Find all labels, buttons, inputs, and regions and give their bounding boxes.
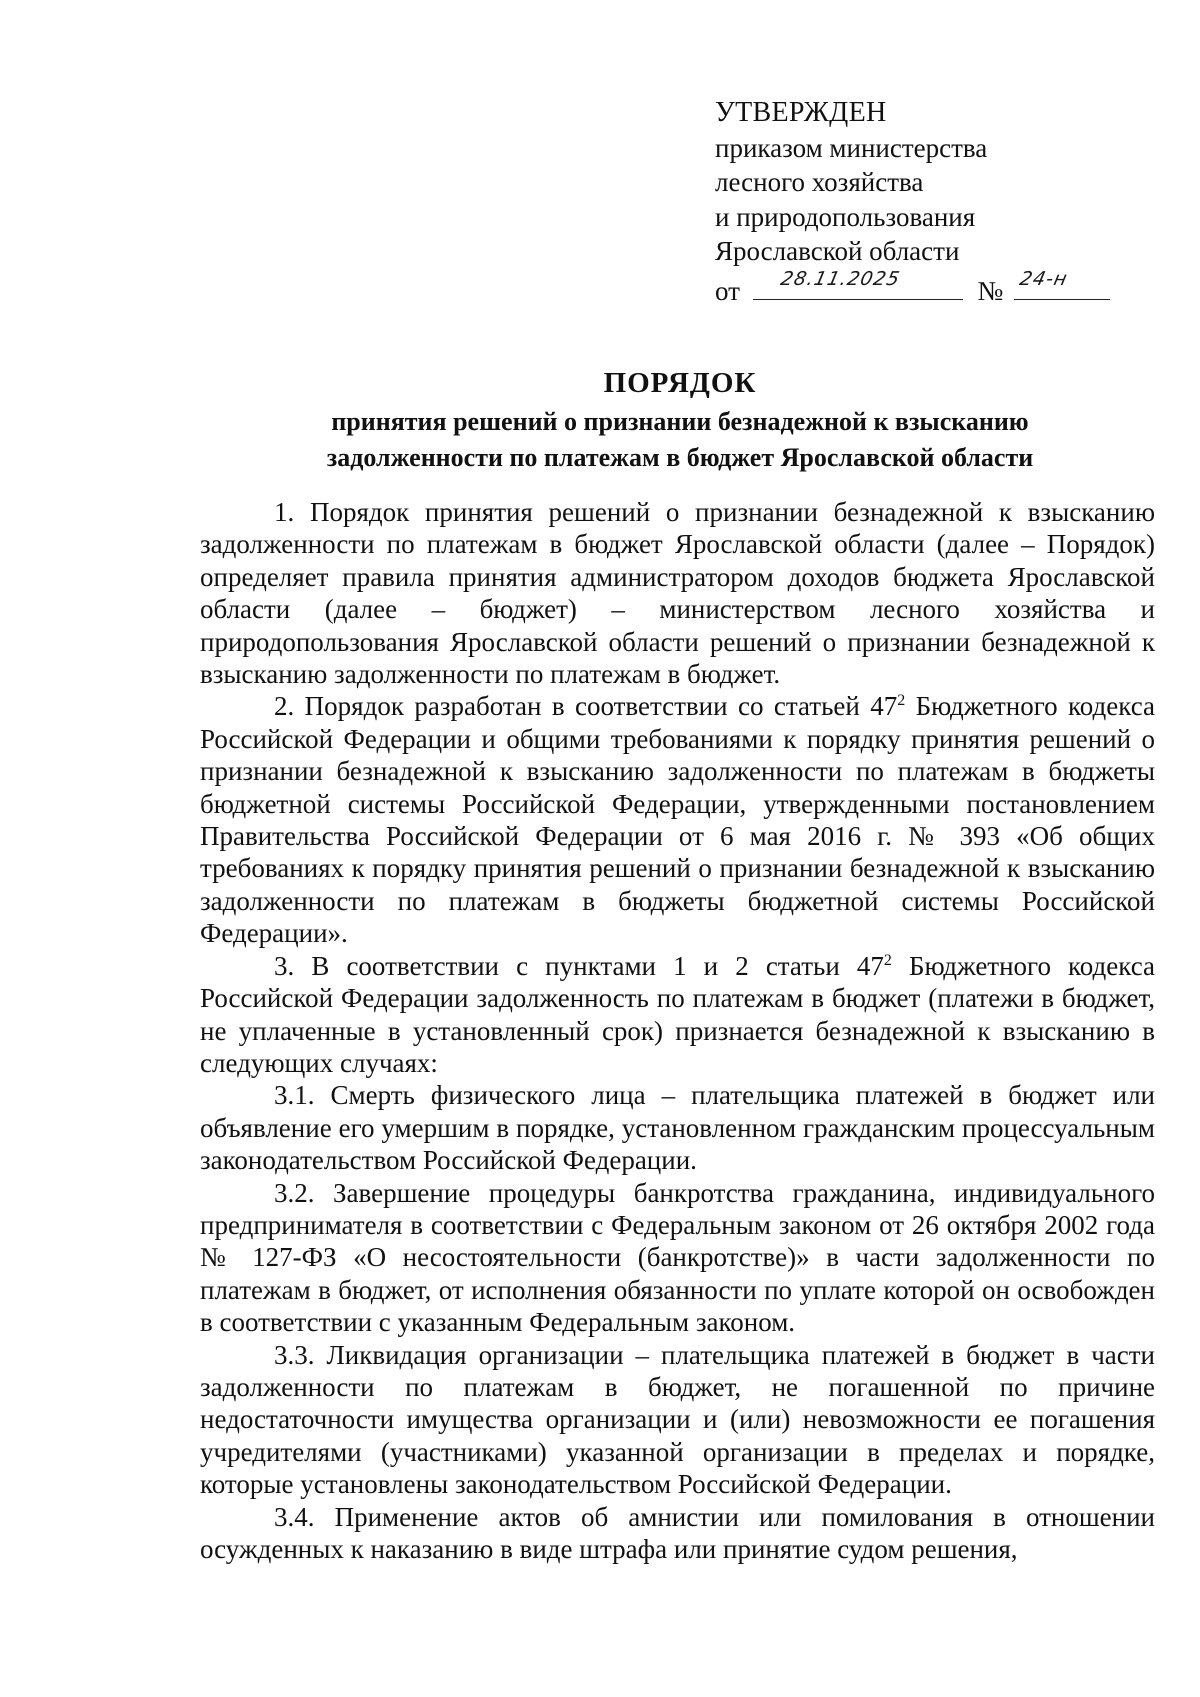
- document-title: ПОРЯДОК: [603, 367, 757, 399]
- document-subtitle-line-1: принятия решений о признании безнадежной к взысканию: [331, 407, 1029, 436]
- document-title-block: [200, 365, 1160, 476]
- paragraph-3-rest: Бюджетного кодекса Российской Федерации задолженность по платежам в бюджет (платежи в бюджет, не уплаченные в установленный срок) признается безнадежной к взысканию в следующих случаях:: [200, 950, 1155, 1078]
- document-subtitle-line-2: задолженности по платежам в бюджет Ярославской области: [326, 443, 1034, 472]
- approval-line-4: Ярославской области: [715, 236, 960, 266]
- handwritten-number: 24-н: [1017, 268, 1070, 290]
- date-field: [753, 268, 963, 300]
- approval-stamp-block: [715, 96, 1145, 307]
- approval-line-3: и природопользования: [715, 201, 976, 232]
- paragraph-3-1: 3.1. Смерть физического лица – плательщика платежей в бюджет или объявление его умершим в порядке, установленном гражданским процессуальным законодательством Российской Федерации.: [200, 1080, 1155, 1176]
- date-prefix: от: [715, 275, 740, 306]
- handwritten-date: 28.11.2025: [778, 268, 902, 290]
- number-field: [1014, 268, 1110, 300]
- paragraph-3-3: 3.3. Ликвидация организации – плательщика платежей в бюджет в части задолженности по платежам в бюджет, не погашенной по причине недостаточности имущества организации и (или) невозможности ее погашения учредителями (участниками) указанной организации в пределах и порядке, которые установлены законодательством Российской Федерации.: [200, 1339, 1155, 1500]
- paragraph-3-4: 3.4. Применение актов об амнистии или помилования в отношении осужденных к наказанию в виде штрафа или принятие судом решения,: [200, 1501, 1155, 1564]
- paragraph-3-start: 3. В соответствии с пунктами 1 и 2 статьи 47: [274, 950, 884, 981]
- approval-heading: УТВЕРЖДЕН: [715, 97, 887, 128]
- paragraph-2-start: 2. Порядок разработан в соответствии со статьей 47: [274, 691, 898, 722]
- number-prefix: №: [977, 275, 1004, 306]
- approval-date-number-line: [715, 268, 1145, 307]
- approval-line-1: приказом министерства: [715, 132, 988, 163]
- article-superscript: 2: [883, 951, 892, 969]
- paragraph-2-rest: Бюджетного кодекса Российской Федерации и общими требованиями к порядку принятия решений о признании безнадежной к взысканию задолженности по платежам в бюджеты бюджетной системы Российской Федерации, утвержденными постановлением Правительства Российской Федерации от 6 мая 2016 г. № 393 «Об общих требованиях к порядку принятия решений о признании безнадежной к взысканию задолженности по платежам в бюджеты бюджетной системы Российской Федерации».: [200, 691, 1155, 949]
- article-superscript: 2: [897, 692, 906, 710]
- paragraph-1: 1. Порядок принятия решений о признании безнадежной к взысканию задолженности по платежам в бюджет Ярославской области (далее – Порядок) определяет правила принятия администратором доходов бюджета Ярославской области (далее – бюджет) – министерством лесного хозяйства и природопользования Ярославской области решений о признании безнадежной к взысканию задолженности по платежам в бюджет.: [200, 497, 1155, 690]
- paragraph-3: [200, 950, 1155, 1080]
- paragraph-3-2: 3.2. Завершение процедуры банкротства гражданина, индивидуального предпринимателя в соответствии с Федеральным законом от 26 октября 2002 года № 127-ФЗ «О несостоятельности (банкротстве)» в части задолженности по платежам в бюджет, от исполнения обязанности по уплате которой он освобожден в соответствии с указанным Федеральным законом.: [200, 1177, 1155, 1338]
- paragraph-2: [200, 690, 1155, 949]
- document-body: [200, 496, 1155, 1565]
- approval-line-2: лесного хозяйства: [715, 167, 924, 197]
